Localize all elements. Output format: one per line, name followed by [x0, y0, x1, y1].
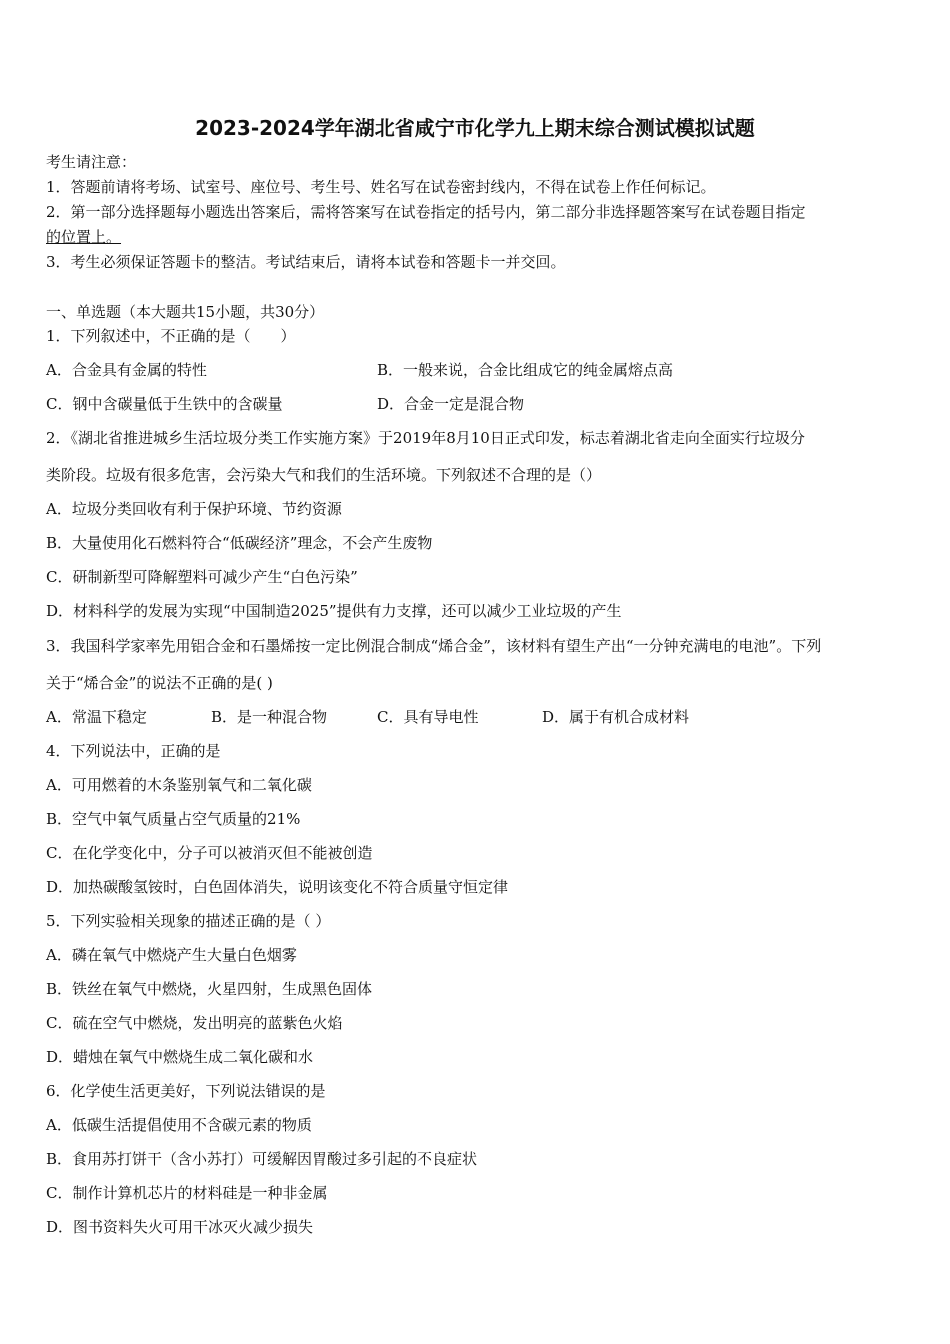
q2-option-c: C．研制新型可降解塑料可减少产生“白色污染” — [46, 568, 358, 586]
q2-stem-1: 2．《湖北省推进城乡生活垃圾分类工作实施方案》于2019年8月10日正式印发，标志着湖北省走向全面实行垃圾分 — [46, 429, 805, 447]
q6-option-b: B．食用苏打饼干（含小苏打）可缓解因胃酸过多引起的不良症状 — [46, 1150, 478, 1168]
notice-item-3: 3．考生必须保证答题卡的整洁。考试结束后，请将本试卷和答题卡一并交回。 — [46, 253, 566, 271]
q3-option-b: B．是一种混合物 — [211, 708, 328, 726]
q4-stem: 4．下列说法中，正确的是 — [46, 742, 221, 760]
q1-option-b: B．一般来说，合金比组成它的纯金属熔点高 — [377, 361, 674, 379]
q4-option-c: C．在化学变化中，分子可以被消灭但不能被创造 — [46, 844, 373, 862]
q1-option-c: C．钢中含碳量低于生铁中的含碳量 — [46, 395, 283, 413]
q6-option-a: A．低碳生活提倡使用不含碳元素的物质 — [46, 1116, 312, 1134]
q3-option-d: D．属于有机合成材料 — [542, 708, 690, 726]
q1-stem: 1．下列叙述中，不正确的是（ ） — [46, 327, 296, 345]
q4-option-d: D．加热碳酸氢铵时，白色固体消失，说明该变化不符合质量守恒定律 — [46, 878, 509, 896]
notice-heading: 考生请注意： — [46, 153, 137, 171]
q2-option-d: D．材料科学的发展为实现“中国制造2025”提供有力支撑，还可以减少工业垃圾的产生 — [46, 602, 622, 620]
q5-option-c: C．硫在空气中燃烧，发出明亮的蓝紫色火焰 — [46, 1014, 343, 1032]
exam-title: 2023-2024学年湖北省咸宁市化学九上期末综合测试模拟试题 — [195, 116, 755, 140]
q2-option-b: B．大量使用化石燃料符合“低碳经济”理念，不会产生废物 — [46, 534, 433, 552]
notice-item-2-cont: 的位置上。 — [46, 228, 122, 246]
q4-option-b: B．空气中氧气质量占空气质量的21% — [46, 810, 301, 828]
q5-option-d: D．蜡烛在氧气中燃烧生成二氧化碳和水 — [46, 1048, 314, 1066]
notice-item-2: 2．第一部分选择题每小题选出答案后，需将答案写在试卷指定的括号内，第二部分非选择题答案写在试卷题目指定 — [46, 203, 806, 221]
q1-option-a: A．合金具有金属的特性 — [46, 361, 207, 379]
q5-stem: 5．下列实验相关现象的描述正确的是（ ） — [46, 912, 331, 930]
q5-option-b: B．铁丝在氧气中燃烧，火星四射，生成黑色固体 — [46, 980, 373, 998]
q3-stem-1: 3．我国科学家率先用铝合金和石墨烯按一定比例混合制成“烯合金”，该材料有望生产出“一分钟充满电的电池”。下列 — [46, 637, 822, 655]
q2-stem-2: 类阶段。垃圾有很多危害，会污染大气和我们的生活环境。下列叙述不合理的是（） — [46, 466, 602, 484]
section-heading: 一、单选题（本大题共15小题，共30分） — [46, 303, 325, 321]
q2-option-a: A．垃圾分类回收有利于保护环境、节约资源 — [46, 500, 342, 518]
q5-option-a: A．磷在氧气中燃烧产生大量白色烟雾 — [46, 946, 297, 964]
q1-option-d: D．合金一定是混合物 — [377, 395, 525, 413]
q4-option-a: A．可用燃着的木条鉴别氧气和二氧化碳 — [46, 776, 312, 794]
q6-option-d: D．图书资料失火可用干冰灭火减少损失 — [46, 1218, 314, 1236]
notice-item-1: 1．答题前请将考场、试室号、座位号、考生号、姓名写在试卷密封线内，不得在试卷上作任何标记。 — [46, 178, 716, 196]
q3-option-c: C．具有导电性 — [377, 708, 479, 726]
q3-stem-2: 关于“烯合金”的说法不正确的是( ) — [46, 674, 273, 692]
q6-option-c: C．制作计算机芯片的材料硅是一种非金属 — [46, 1184, 328, 1202]
q3-option-a: A．常温下稳定 — [46, 708, 147, 726]
q6-stem: 6．化学使生活更美好，下列说法错误的是 — [46, 1082, 326, 1100]
